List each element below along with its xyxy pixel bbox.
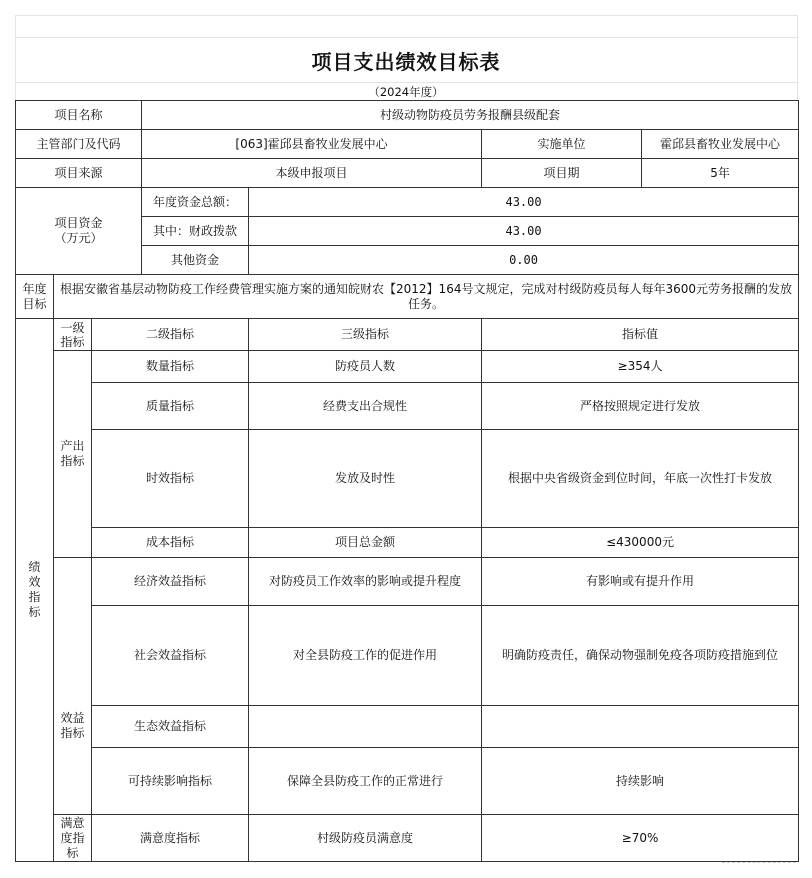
level1-output xyxy=(54,351,92,558)
section-char: 指 xyxy=(28,590,41,604)
section-char: 绩 xyxy=(28,560,41,574)
row-project-name xyxy=(16,101,799,130)
project-name-value[interactable]: 村级动物防疫员劳务报酬县级配套 xyxy=(142,101,799,130)
indicator-header-row xyxy=(16,319,799,351)
level3-cell[interactable]: 保障全县防疫工作的正常进行 xyxy=(249,748,482,815)
sheet-gridline xyxy=(797,15,798,100)
performance-target-table xyxy=(15,100,799,862)
level1-satisfaction-text: 满意度指标 xyxy=(60,815,85,860)
level3-cell[interactable] xyxy=(249,706,482,748)
watermark xyxy=(722,862,796,865)
funds-total-value[interactable]: 43.00 xyxy=(249,188,799,217)
indicator-row xyxy=(16,351,799,383)
indicator-row xyxy=(16,383,799,430)
level2-cell: 生态效益指标 xyxy=(92,706,249,748)
level2-cell: 时效指标 xyxy=(92,430,249,528)
level1-satisfaction xyxy=(54,815,92,862)
value-cell[interactable]: 有影响或有提升作用 xyxy=(482,558,799,606)
value-cell[interactable]: ≥70% xyxy=(482,815,799,862)
project-funds-label xyxy=(16,188,142,275)
level2-cell: 社会效益指标 xyxy=(92,606,249,706)
level3-cell[interactable]: 发放及时性 xyxy=(249,430,482,528)
header-level1 xyxy=(54,319,92,351)
value-cell[interactable] xyxy=(482,706,799,748)
level2-cell: 质量指标 xyxy=(92,383,249,430)
level2-cell: 可持续影响指标 xyxy=(92,748,249,815)
annual-goal-label xyxy=(16,275,54,319)
funds-other-label: 其他资金 xyxy=(142,246,249,275)
row-annual-goal xyxy=(16,275,799,319)
indicator-row xyxy=(16,748,799,815)
header-level2: 二级指标 xyxy=(92,319,249,351)
level3-cell[interactable]: 对防疫员工作效率的影响或提升程度 xyxy=(249,558,482,606)
section-char: 效 xyxy=(28,575,41,589)
level2-cell: 满意度指标 xyxy=(92,815,249,862)
level1-benefit-text: 效益指标 xyxy=(60,711,85,740)
page-title: 项目支出绩效目标表 xyxy=(311,49,501,74)
level3-cell[interactable]: 经费支出合规性 xyxy=(249,383,482,430)
indicator-row xyxy=(16,606,799,706)
funds-fiscal-value[interactable]: 43.00 xyxy=(249,217,799,246)
indicator-row xyxy=(16,815,799,862)
year-label: （2024年度） xyxy=(368,84,444,99)
level3-cell[interactable]: 村级防疫员满意度 xyxy=(249,815,482,862)
row-department xyxy=(16,130,799,159)
project-period-value[interactable]: 5年 xyxy=(642,159,799,188)
level3-cell[interactable]: 防疫员人数 xyxy=(249,351,482,383)
indicator-row xyxy=(16,558,799,606)
row-funds-total xyxy=(16,188,799,217)
annual-goal-label-line2: 目标 xyxy=(22,296,47,311)
header-level1-text: 一级指标 xyxy=(60,320,85,349)
annual-goal-text[interactable]: 根据安徽省基层动物防疫工作经费管理实施方案的通知皖财农【2012】164号文规定，完成对村级防疫员每人每年3600元劳务报酬的发放任务。 xyxy=(54,275,799,319)
value-cell[interactable]: 持续影响 xyxy=(482,748,799,815)
funds-other-value[interactable]: 0.00 xyxy=(249,246,799,275)
level3-cell[interactable]: 项目总金额 xyxy=(249,528,482,558)
sheet-gridline xyxy=(15,15,797,16)
funds-total-label: 年度资金总额： xyxy=(142,188,249,217)
level2-cell: 数量指标 xyxy=(92,351,249,383)
level1-benefit xyxy=(54,558,92,815)
project-period-label: 项目期 xyxy=(482,159,642,188)
indicator-row xyxy=(16,430,799,528)
value-cell[interactable]: ≤430000元 xyxy=(482,528,799,558)
level2-cell: 经济效益指标 xyxy=(92,558,249,606)
department-value[interactable]: [063]霍邱县畜牧业发展中心 xyxy=(142,130,482,159)
annual-goal-label-line1: 年度 xyxy=(22,281,47,296)
indicator-row xyxy=(16,528,799,558)
department-label: 主管部门及代码 xyxy=(16,130,142,159)
header-level3: 三级指标 xyxy=(249,319,482,351)
section-char: 标 xyxy=(28,605,41,619)
level1-output-text: 产出指标 xyxy=(60,439,85,468)
value-cell[interactable]: 明确防疫责任，确保动物强制免疫各项防疫措施到位 xyxy=(482,606,799,706)
project-source-value[interactable]: 本级申报项目 xyxy=(142,159,482,188)
implementing-unit-label: 实施单位 xyxy=(482,130,642,159)
value-cell[interactable]: 严格按照规定进行发放 xyxy=(482,383,799,430)
indicator-row xyxy=(16,706,799,748)
level2-cell: 成本指标 xyxy=(92,528,249,558)
funds-fiscal-label: 其中：财政拨款 xyxy=(142,217,249,246)
level3-cell[interactable]: 对全县防疫工作的促进作用 xyxy=(249,606,482,706)
header-value: 指标值 xyxy=(482,319,799,351)
implementing-unit-value[interactable]: 霍邱县畜牧业发展中心 xyxy=(642,130,799,159)
performance-indicators-label xyxy=(16,319,54,862)
project-funds-label-line2: （万元） xyxy=(54,231,103,245)
project-source-label: 项目来源 xyxy=(16,159,142,188)
row-source xyxy=(16,159,799,188)
value-cell[interactable]: ≥354人 xyxy=(482,351,799,383)
project-funds-label-line1: 项目资金 xyxy=(54,216,103,230)
project-name-label: 项目名称 xyxy=(16,101,142,130)
value-cell[interactable]: 根据中央省级资金到位时间，年底一次性打卡发放 xyxy=(482,430,799,528)
